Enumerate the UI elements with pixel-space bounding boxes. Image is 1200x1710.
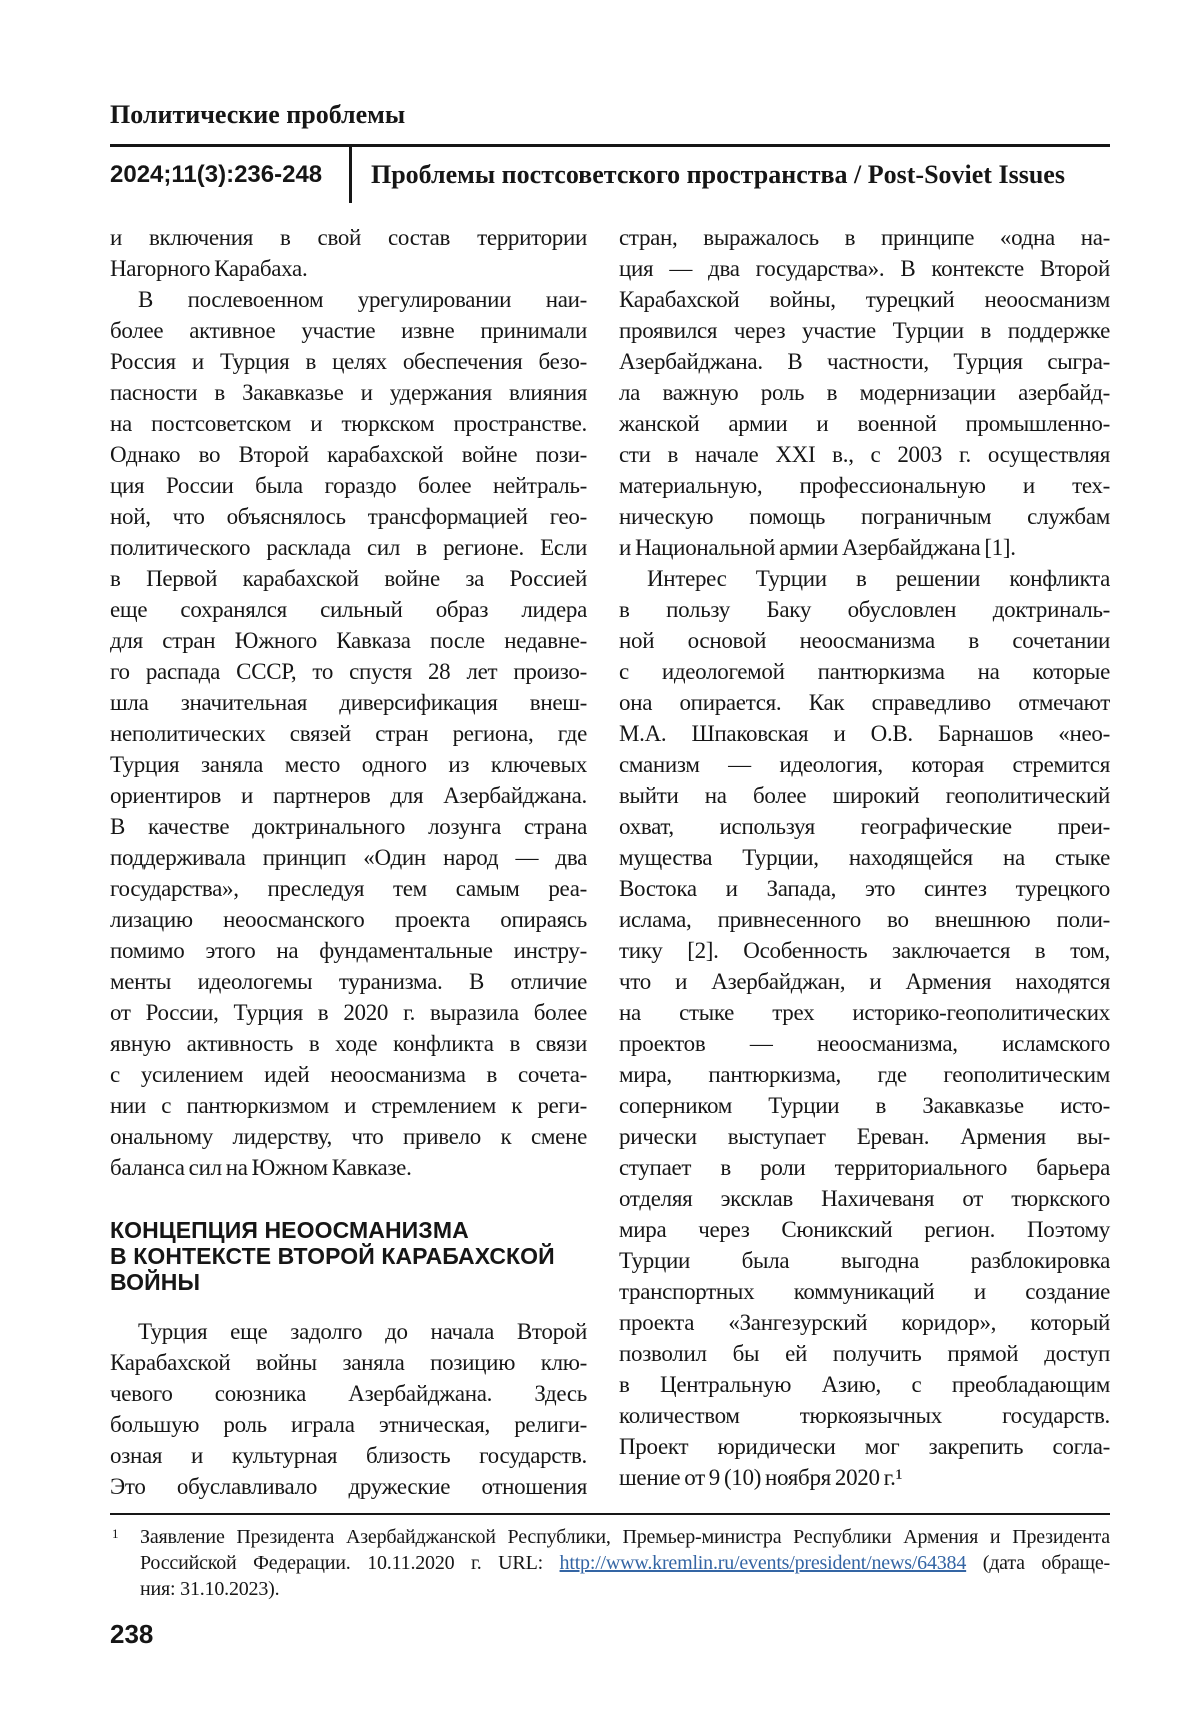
footnote-text [110,1524,1110,1602]
text-line: менты идеологемы туранизма. В отличие [110,969,587,994]
text-line: ла важную роль в модернизации азербайд- [619,380,1110,405]
text-line: помимо этого на фундаментальные инстру- [110,938,587,963]
section-heading [110,1217,587,1295]
paragraph [110,222,587,284]
text-line: большую роль играла этническая, религи- [110,1412,587,1437]
text-line: озная и культурная близость государств. [110,1443,587,1468]
text-line: го распада СССР, то спустя 28 лет произо- [110,659,587,684]
paragraph [619,563,1110,1493]
column-left [110,222,587,1502]
footnote-rule [110,1513,1110,1515]
text-line: ция — два государства». В контексте Второй [619,256,1110,281]
text-line: ной, что объяснялось трансформацией гео- [110,504,587,529]
text-line: Турция заняла место одного из ключевых [110,752,587,777]
text-line: Карабахской войны заняла позицию клю- [110,1350,587,1375]
footnote-line: Заявление Президента Азербайджанской Республики, Премьер-министра Республики Армения и Президента [140,1526,1110,1548]
footnote-line: ния: 31.10.2023). [140,1578,280,1600]
text-line: стран, выражалось в принципе «одна на- [619,225,1110,250]
text-line: транспортных коммуникаций и создание [619,1279,1110,1304]
text-line: Однако во Второй карабахской войне пози- [110,442,587,467]
text-line: позволил бы ей получить прямой доступ [619,1341,1110,1366]
page-number: 238 [110,1619,154,1649]
text-line: в пользу Баку обусловлен доктриналь- [619,597,1110,622]
text-line: отделяя эксклав Нахичеваня от тюркского [619,1186,1110,1211]
issue-info: 2024;11(3):236-248 [110,161,323,188]
text-line: В послевоенном урегулировании наи- [138,287,587,312]
footnote-marker: 1 [112,1526,119,1541]
text-line: Карабахской войны, турецкий неоосманизм [619,287,1110,312]
text-line: ориентиров и партнеров для Азербайджана. [110,783,587,808]
text-line: еще сохранялся сильный образ лидера [110,597,587,622]
text-line: количеством тюркоязычных государств. [619,1403,1110,1428]
text-line: и включения в свой состав территории [110,225,587,250]
text-line: шла значительная диверсификация внеш- [110,690,587,715]
text-line: баланса сил на Южном Кавказе. [110,1155,412,1180]
running-head: Политические проблемы [110,100,406,129]
text-line: проявился через участие Турции в поддержке [619,318,1110,343]
paragraph [110,284,587,1183]
footnote-line-text: Российской Федерации. 10.11.2020 г. URL: [140,1552,560,1574]
text-line: нии с пантюркизмом и стремлением к реги- [110,1093,587,1118]
text-line: государства», преследуя тем самым реа- [110,876,587,901]
text-line: и Национальной армии Азербайджана [1]. [619,535,1016,560]
footnote-line [140,1550,1110,1576]
text-line: соперником Турции в Закавказье исто- [619,1093,1110,1118]
heading-line: КОНЦЕПЦИЯ НЕООСМАНИЗМА [110,1217,469,1243]
heading-line: В КОНТЕКСТЕ ВТОРОЙ КАРАБАХСКОЙ [110,1243,555,1269]
text-line: шение от 9 (10) ноября 2020 г.¹ [619,1465,903,1490]
text-line: на постсоветском и тюркском пространстве. [110,411,587,436]
text-line: пасности в Закавказье и удержания влияния [110,380,587,405]
column-right [619,222,1110,1502]
kremlin-url-link[interactable]: http://www.kremlin.ru/events/president/news/64384 [559,1552,967,1574]
paragraph [619,222,1110,563]
text-line: мира, пантюркизма, где геополитическим [619,1062,1110,1087]
text-line: М.А. Шпаковская и О.В. Барнашов «нео- [619,721,1110,746]
text-line: охват, используя географические преи- [619,814,1110,839]
text-line: с идеологемой пантюркизма на которые [619,659,1110,684]
text-line: сти в начале XXI в., с 2003 г. осуществляя [619,442,1110,467]
text-line: ной основой неоосманизма в сочетании [619,628,1110,653]
text-line: Турция еще задолго до начала Второй [138,1319,587,1344]
text-line: Нагорного Карабаха. [110,256,308,281]
text-line: чевого союзника Азербайджана. Здесь [110,1381,587,1406]
text-line: Азербайджана. В частности, Турция сыгра- [619,349,1110,374]
text-line: ция России была гораздо более нейтраль- [110,473,587,498]
heading-line: ВОЙНЫ [110,1269,201,1295]
text-line: ническую помощь пограничным службам [619,504,1110,529]
text-line: Востока и Запада, это синтез турецкого [619,876,1110,901]
text-line: от России, Турция в 2020 г. выразила более [110,1000,587,1025]
text-line: жанской армии и военной промышленно- [619,411,1110,436]
text-line: более активное участие извне принимали [110,318,587,343]
footnote-line-text: (дата обраще- [966,1552,1110,1574]
journal-title: Проблемы постсоветского пространства / Post-Soviet Issues [371,160,1065,189]
article-body [110,222,1110,1502]
text-line: Это обуславливало дружеские отношения [110,1474,587,1499]
text-line: ступает в роли территориального барьера [619,1155,1110,1180]
text-line: проектов — неоосманизма, исламского [619,1031,1110,1056]
text-line: мира через Сюникский регион. Поэтому [619,1217,1110,1242]
text-line: явную активность в ходе конфликта в связи [110,1031,587,1056]
text-line: Турции была выгодна разблокировка [619,1248,1110,1273]
text-line: ональному лидерству, что привело к смене [110,1124,587,1149]
text-line: Интерес Турции в решении конфликта [647,566,1110,591]
text-line: мущества Турции, находящейся на стыке [619,845,1110,870]
text-line: ислама, привнесенного во внешнюю поли- [619,907,1110,932]
text-line: Россия и Турция в целях обеспечения безо- [110,349,587,374]
text-line: материальную, профессиональную и тех- [619,473,1110,498]
text-line: поддерживала принцип «Один народ — два [110,845,587,870]
text-line: рически выступает Ереван. Армения вы- [619,1124,1110,1149]
header-meta-row [110,147,1110,203]
text-line: В качестве доктринального лозунга страна [110,814,587,839]
text-line: что и Азербайджан, и Армения находятся [619,969,1110,994]
text-line: в Первой карабахской войне за Россией [110,566,587,591]
text-line: политического расклада сил в регионе. Если [110,535,587,560]
text-line: сманизм — идеология, которая стремится [619,752,1110,777]
text-line: она опирается. Как справедливо отмечают [619,690,1110,715]
text-line: неполитических связей стран региона, где [110,721,587,746]
text-line: для стран Южного Кавказа после недавне- [110,628,587,653]
text-line: лизацию неоосманского проекта опираясь [110,907,587,932]
text-line: в Центральную Азию, с преобладающим [619,1372,1110,1397]
text-line: с усилением идей неоосманизма в сочета- [110,1062,587,1087]
footnote [110,1524,1110,1602]
text-line: проекта «Зангезурский коридор», который [619,1310,1110,1335]
text-line: Проект юридически мог закрепить согла- [619,1434,1110,1459]
text-line: тику [2]. Особенность заключается в том, [619,938,1110,963]
paragraph [110,1316,587,1502]
text-line: на стыке трех историко-геополитических [619,1000,1110,1025]
text-line: выйти на более широкий геополитический [619,783,1110,808]
